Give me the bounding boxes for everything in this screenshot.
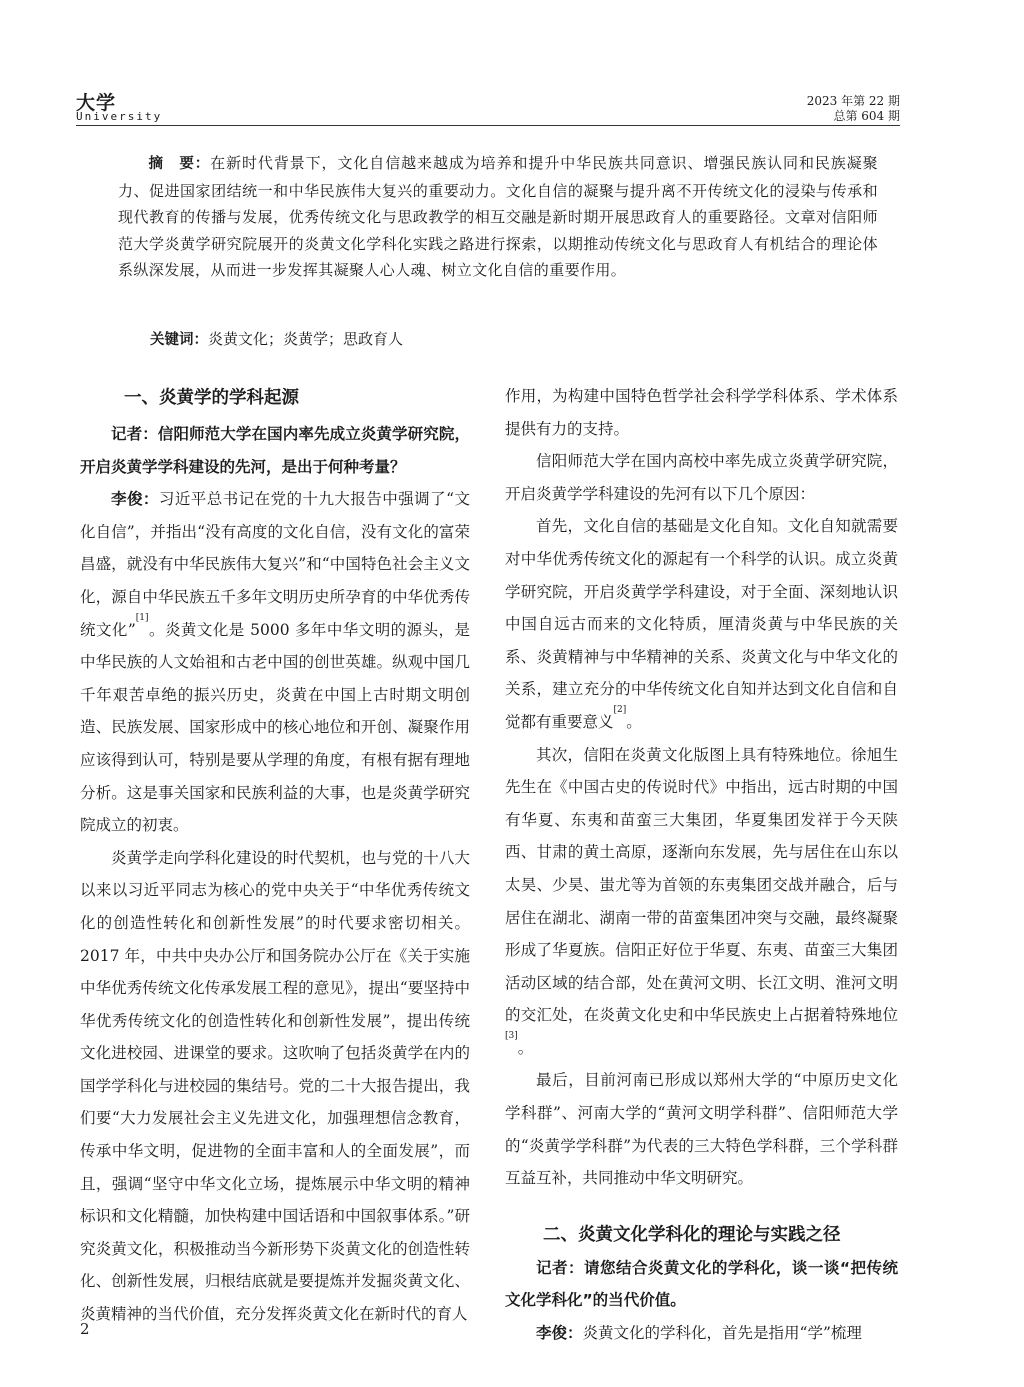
abstract-text: 在新时代背景下，文化自信越来越成为培养和提升中华民族共同意识、增强民族认同和民族凝聚力、促进国家团结统一和中华民族伟大复兴的重要动力。文化自信的凝聚与提升离不开传统文化的浸染与传承和现代教育的传播与发展，优秀传统文化与思政教学的相互交融是新时期开展思政育人的重要路径。文章对信阳师范大学炎黄学研究院展开的炎黄文化学科化实践之路进行探索，以期推动传统文化与思政育人有机结合的理论体系纵深发展，从而进一步发挥其凝聚人心人魂、树立文化自信的重要作用。	[118, 154, 878, 279]
keywords-label: 关键词：	[150, 332, 208, 348]
body-paragraph-2: 炎黄学走向学科化建设的时代契机，也与党的十八大以来以习近平同志为核心的党中央关于“中华优秀传统文化的创造性转化和创新性发展”的时代要求密切相关。2017 年，中共中央办公厅和国务院办公厅在《关于实施中华优秀传统文化传承发展工程的意见》，提出“要坚持中华优秀传统文化的创造性转化和创新性发展”，提出传统文化进校园、进课堂的要求。这吹响了包括炎黄学在内的国学学科化与进校园的集结号。党的二十大报告提出，我们要“大力发展社会主义先进文化，加强理想信念教育，传承中华文明，促进物的全面丰富和人的全面发展”，而且，强调“坚守中华文化立场，提炼展示中华文明的精神标识和文化精髓，加快构建中国话语和中国叙事体系。”研究炎黄文化，积极推动当今新形势下炎黄文化的创造性转化、创新性发展，归根结底就是要提炼并发掘炎黄文化、炎黄精神的当代价值，充分发挥炎黄文化在新时代的育人	[80, 848, 470, 1324]
left-column	[80, 380, 470, 1331]
interview-question-2: 记者：请您结合炎黄文化的学科化，谈一谈“把传统文化学科化”的当代价值。	[505, 1258, 898, 1310]
body-paragraph-first-reason	[505, 510, 898, 738]
citation-ref-2: [2]	[613, 704, 627, 715]
page-number: 2	[80, 1320, 90, 1338]
section-heading-2: 二、炎黄文化学科化的理论与实践之径	[543, 1224, 841, 1245]
issue-info	[807, 94, 900, 124]
answer-text-2: 炎黄文化的学科化，首先是指用“学”梳理	[582, 1324, 862, 1343]
answer-paragraph-2	[505, 1317, 898, 1350]
issue-year-number: 2023 年第 22 期	[806, 94, 900, 108]
body-paragraph-second-reason	[505, 739, 898, 1065]
answer-speaker-label-2: 李俊：	[536, 1324, 583, 1343]
answer-text-1b: 。炎黄文化是 5000 多年中华文明的源头，是中华民族的人文始祖和古老中国的创世英雄。纵观中国几千年艰苦卓绝的振兴历史，炎黄在中国上古时期文明创造、民族发展、国家形成中的核心地位和开创、凝聚作用应该得到认可，特别是要从学理的角度，有根有据有理地分析。这是事关国家和民族利益的大事，也是炎黄学研究院成立的初衷。	[80, 620, 470, 835]
interview-question-1: 记者：信阳师范大学在国内率先成立炎黄学研究院，开启炎黄学学科建设的先河，是出于何种考量？	[80, 425, 470, 476]
journal-name: 大学	[76, 92, 117, 114]
journal-english-name: University	[76, 110, 163, 123]
answer-paragraph-1	[80, 483, 470, 842]
second-reason-text: 其次，信阳在炎黄文化版图上具有特殊地位。徐旭生先生在《中国古史的传说时代》中指出，远古时期的中国有华夏、东夷和苗蛮三大集团，华夏集团发祥于今天陕西、甘肃的黄土高原，逐渐向东发展，先与居住在山东以太昊、少昊、蚩尤等为首领的东夷集团交战并融合，后与居住在湖北、湖南一带的苗蛮集团冲突与交融，最终凝聚形成了华夏族。信阳正好位于华夏、东夷、苗蛮三大集团活动区域的结合部，处在黄河文明、长江文明、淮河文明的交汇处，在炎黄文化史和中华民族史上占据着特殊地位	[505, 745, 898, 1025]
body-paragraph-continued: 作用，为构建中国特色哲学社会科学学科体系、学术体系提供有力的支持。	[505, 387, 898, 438]
answer-speaker-label: 李俊：	[111, 490, 159, 509]
second-reason-end: 。	[517, 1038, 534, 1057]
first-reason-end: 。	[626, 712, 642, 731]
section-heading-1: 一、炎黄学的学科起源	[124, 388, 299, 408]
header-rule	[76, 125, 900, 126]
keywords	[150, 328, 403, 349]
keywords-text: 炎黄文化；炎黄学；思政育人	[208, 330, 404, 348]
citation-ref-3: [3]	[505, 1030, 518, 1041]
citation-ref-1: [1]	[135, 612, 149, 623]
answer-text-1a: 习近平总书记在党的十九大报告中强调了“文化自信”，并指出“没有高度的文化自信，没有文化的富荣昌盛，就没有中华民族伟大复兴”和“中国特色社会主义文化，源自中华民族五千多年文明历史所孕育的中华优秀传统文化”	[80, 490, 470, 639]
body-paragraph-reasons-intro: 信阳师范大学在国内高校中率先成立炎黄学研究院，开启炎黄学学科建设的先河有以下几个原因：	[505, 452, 898, 503]
first-reason-text: 首先，文化自信的基础是文化自知。文化自知就需要对中华优秀传统文化的源起有一个科学的认识。成立炎黄学研究院，开启炎黄学学科建设，对于全面、深刻地认识中国自远古而来的文化特质，厘清炎黄与中华民族的关系、炎黄精神与中华精神的关系、炎黄文化与中华文化的关系，建立充分的中华传统文化自知并达到文化自信和自觉都有重要意义	[505, 517, 898, 731]
right-column	[505, 380, 898, 1350]
abstract-label: 摘 要：	[148, 156, 211, 172]
abstract	[118, 150, 878, 284]
issue-total-number: 总第 604 期	[833, 109, 900, 123]
body-paragraph-third-reason: 最后，目前河南已形成以郑州大学的“中原历史文化学科群”、河南大学的“黄河文明学科群”、信阳师范大学的“炎黄学学科群”为代表的三大特色学科群，三个学科群互益互补，共同推动中华文明研究。	[505, 1071, 898, 1188]
